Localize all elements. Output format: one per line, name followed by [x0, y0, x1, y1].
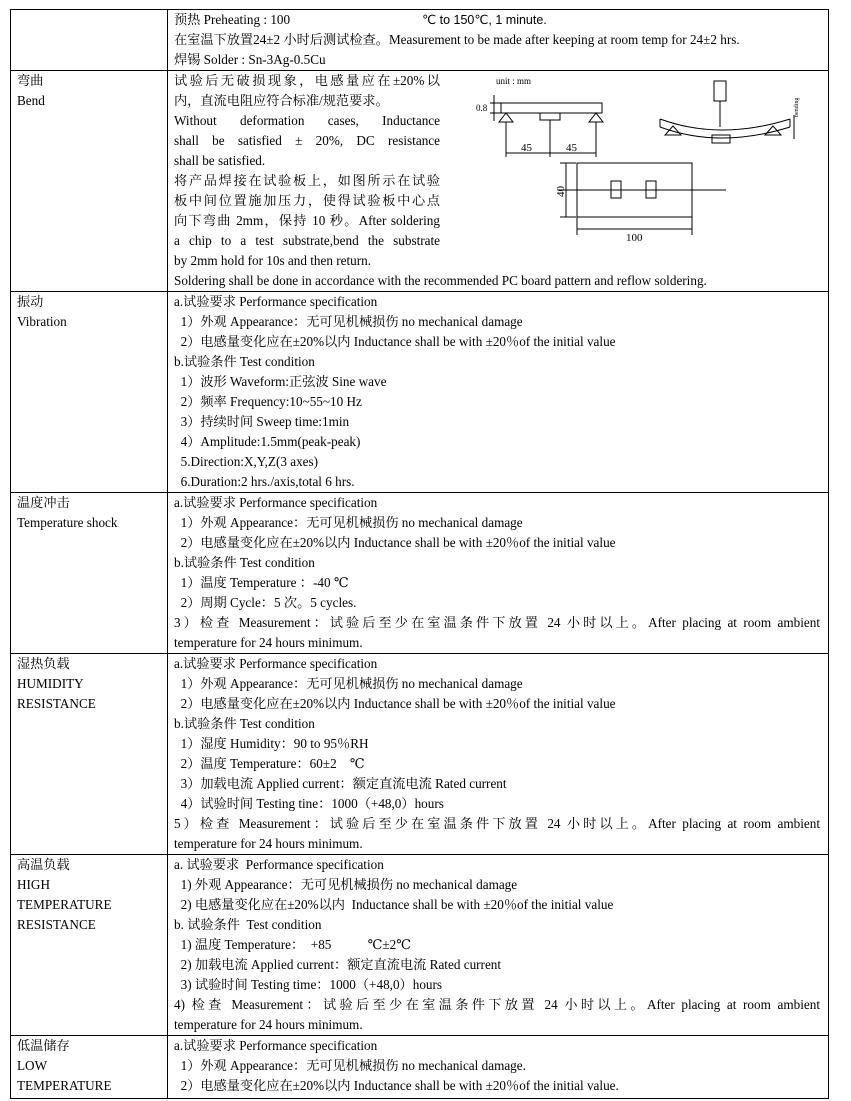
table-row: [11, 71, 829, 292]
spec-line: 1) 温度 Temperature： +85 ℃±2℃: [174, 937, 411, 952]
right-support: [589, 113, 603, 122]
bend-diagram-svg: [468, 75, 813, 255]
spec-line: b.试验条件 Test condition: [174, 716, 315, 731]
item-name-cn: 弯曲: [17, 73, 44, 88]
spec-line: 2）电感量变化应在±20%以内 Inductance shall be with ±20％of the initial value: [174, 535, 616, 550]
item-name-en: RESISTANCE: [17, 696, 96, 711]
low-temperature-content: [168, 1036, 829, 1099]
bent-left-support: [665, 126, 681, 135]
bend-test-diagram: [468, 75, 813, 255]
spec-line: 4）试验时间 Testing tine：1000（+48,0）hours: [174, 796, 444, 811]
item-name-en: Temperature shock: [17, 515, 118, 530]
spec-line: 3）加载电流 Applied current：额定直流电流 Rated current: [174, 776, 507, 791]
vibration-content: [168, 292, 829, 493]
test-board: [501, 103, 602, 113]
thickness-label: 0.8: [476, 103, 488, 113]
press-jig: [714, 81, 726, 101]
spec-line: 2）频率 Frequency:10~55~10 Hz: [174, 394, 362, 409]
spec-line: 1）湿度 Humidity：90 to 95％RH: [174, 736, 369, 751]
item-name-en: Vibration: [17, 314, 67, 329]
bend-line: Without deformation cases, Inductance: [174, 113, 440, 128]
measurement-line: temperature for 24 hours minimum.: [174, 635, 363, 650]
bend-content: [168, 71, 829, 292]
table-row: [11, 10, 829, 71]
item-cell-low-temperature: [11, 1036, 168, 1099]
item-cell-bend: [11, 71, 168, 292]
spec-line: 2）电感量变化应在±20%以内 Inductance shall be with ±20％of the initial value: [174, 334, 616, 349]
item-name-en: HUMIDITY: [17, 676, 84, 691]
spec-line: b.试验条件 Test condition: [174, 354, 315, 369]
spec-line: b. 试验条件 Test condition: [174, 917, 322, 932]
spec-line: a.试验要求 Performance specification: [174, 656, 378, 671]
height-label: 40: [555, 186, 567, 197]
bend-line: shall be satisfied.: [174, 153, 266, 168]
measurement-line: 4) 检查 Measurement：试验后至少在室温条件下放置 24 小时以上。After placing at room ambient: [174, 997, 820, 1012]
spec-line: 1）温度 Temperature ：-40 ℃: [174, 575, 349, 590]
spec-line: b.试验条件 Test condition: [174, 555, 315, 570]
item-name-en: HIGH: [17, 877, 50, 892]
spec-line: 3) 试验时间 Testing time：1000（+48,0）hours: [174, 977, 443, 992]
spec-line: 1）外观 Appearance：无可见机械损伤 no mechanical damage.: [174, 1058, 526, 1073]
humidity-content: [168, 654, 829, 855]
width-label: 100: [626, 232, 643, 244]
board-top-view: [558, 163, 726, 235]
table-row: [11, 493, 829, 654]
flat-board-figure: [490, 95, 603, 157]
bending-label: bending: [794, 97, 800, 117]
table-row: [11, 292, 829, 493]
item-name-cn: 湿热负载: [17, 656, 70, 671]
dim-left-label: 45: [521, 142, 532, 154]
bent-chip: [712, 135, 730, 143]
measurement-line: temperature for 24 hours minimum.: [174, 1017, 363, 1032]
bend-line: by 2mm hold for 10s and then return.: [174, 253, 372, 268]
table-row: [11, 654, 829, 855]
item-cell-humidity: [11, 654, 168, 855]
high-temperature-content: [168, 855, 829, 1036]
item-name-cn: 振动: [17, 294, 44, 309]
spec-line: 2）周期 Cycle：5 次。5 cycles.: [174, 595, 357, 610]
spec-line: a. 试验要求 Performance specification: [174, 857, 384, 872]
spec-line: 2）电感量变化应在±20%以内 Inductance shall be with ±20％of the initial value: [174, 696, 616, 711]
preheat-line-1: 预热 Preheating : 100 ℃ to 150℃, 1 minute.: [174, 12, 547, 27]
spec-line: 1）波形 Waveform:正弦波 Sine wave: [174, 374, 387, 389]
item-cell-empty: [11, 10, 168, 71]
item-cell-temperature-shock: [11, 493, 168, 654]
preheat-content: [168, 10, 829, 71]
spec-line: 6.Duration:2 hrs./axis,total 6 hrs.: [174, 474, 355, 489]
chip: [540, 113, 560, 120]
spec-line: 4）Amplitude:1.5mm(peak-peak): [174, 434, 361, 449]
bend-line: 将产品焊接在试验板上，如图所示在试验: [174, 173, 440, 188]
reliability-test-table: [10, 9, 829, 1099]
spec-line: a.试验要求 Performance specification: [174, 294, 378, 309]
left-support: [499, 113, 513, 122]
spec-line: 1）外观 Appearance：无可见机械损伤 no mechanical damage: [174, 515, 523, 530]
item-name-en: RESISTANCE: [17, 917, 96, 932]
bend-line: 板中间位置施加压力，使得试验板中心点: [174, 193, 440, 208]
bend-line: 试验后无破损现象，电感量应在±20%以: [174, 73, 440, 88]
bend-line: 内，直流电阻应符合标准/规范要求。: [174, 93, 389, 108]
bend-footer: Soldering shall be done in accordance with the recommended PC board pattern and reflow soldering.: [174, 273, 707, 288]
item-name-cn: 高温负载: [17, 857, 70, 872]
item-name-en: LOW: [17, 1058, 48, 1073]
spec-line: 1）外观 Appearance：无可见机械损伤 no mechanical damage: [174, 676, 523, 691]
spec-line: 2) 电感量变化应在±20%以内 Inductance shall be with ±20％of the initial value: [174, 897, 614, 912]
measurement-line: 3）检查 Measurement：试验后至少在室温条件下放置 24 小时以上。After placing at room ambient: [174, 615, 820, 630]
spec-line: 1) 外观 Appearance：无可见机械损伤 no mechanical damage: [174, 877, 518, 892]
dim-right-label: 45: [566, 142, 577, 154]
spec-line: 2）温度 Temperature：60±2 ℃: [174, 756, 365, 771]
preheat-line-3: 焊锡 Solder : Sn-3Ag-0.5Cu: [174, 52, 326, 67]
item-cell-high-temperature: [11, 855, 168, 1036]
item-name-cn: 低温储存: [17, 1038, 70, 1053]
preheat-line-2: 在室温下放置24±2 小时后测试检查。Measurement to be made after keeping at room temp for 24±2 hrs.: [174, 32, 740, 47]
spec-line: a.试验要求 Performance specification: [174, 495, 378, 510]
item-name-en: TEMPERATURE: [17, 1078, 112, 1093]
bend-line: 向下弯曲 2mm，保持 10 秒。After soldering: [174, 213, 440, 228]
spec-line: 5.Direction:X,Y,Z(3 axes): [174, 454, 319, 469]
bend-description: [174, 71, 440, 271]
table-row: [11, 1036, 829, 1099]
measurement-line: temperature for 24 hours minimum.: [174, 836, 363, 851]
bend-line: shall be satisfied ± 20%, DC resistance: [174, 133, 440, 148]
table-row: [11, 855, 829, 1036]
measurement-line: 5）检查 Measurement：试验后至少在室温条件下放置 24 小时以上。After placing at room ambient: [174, 816, 820, 831]
unit-label: unit : mm: [496, 76, 532, 86]
item-name-en: TEMPERATURE: [17, 897, 112, 912]
spec-line: 2) 加载电流 Applied current：额定直流电流 Rated current: [174, 957, 502, 972]
item-name-cn: 温度冲击: [17, 495, 70, 510]
item-cell-vibration: [11, 292, 168, 493]
spec-line: 3）持续时间 Sweep time:1min: [174, 414, 350, 429]
bent-board-figure: [660, 81, 794, 143]
bend-line: a chip to a test substrate,bend the substrate: [174, 233, 440, 248]
spec-line: 1）外观 Appearance：无可见机械损伤 no mechanical damage: [174, 314, 523, 329]
spec-line: 2）电感量变化应在±20%以内 Inductance shall be with ±20％of the initial value.: [174, 1078, 619, 1093]
spec-line: a.试验要求 Performance specification: [174, 1038, 378, 1053]
temperature-shock-content: [168, 493, 829, 654]
item-name-en: Bend: [17, 93, 45, 108]
